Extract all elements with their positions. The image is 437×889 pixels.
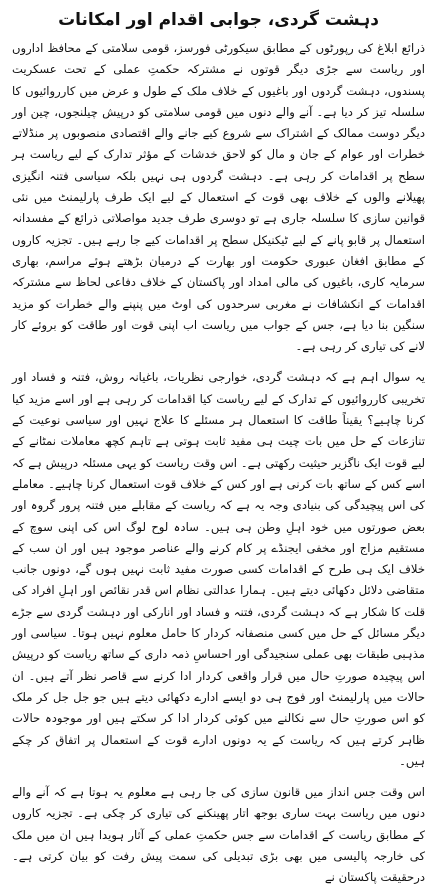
article-paragraph-3: اس وقت جس انداز میں قانون سازی کی جا رہی ہے معلوم یہ ہوتا ہے کہ آنے والے دنوں میں ریاست بہت ساری بوجھ اتار پھینکنے کی تیاری کر چکی ہے۔ تجزیہ کاروں کے مطابق ریاست کے اقدامات سے جس حکمتِ عملی کے آثار ہویدا ہیں ان میں ملک کی خارجہ پالیسی میں بھی بڑی تبدیلی کی سمت پیش رفت کو بیان کرتی ہے۔ درحقیقت پاکستان نے [12,785,425,885]
article-paragraph-1: ذرائع ابلاغ کی رپورٹوں کے مطابق سیکورٹی فورسز، قومی سلامتی کے محافظ اداروں اور ریاست سے جڑی دیگر قوتوں نے مشترکہ حکمتِ عملی کے تحت عسکریت پسندوں، دہشت گردوں اور باغیوں کے خلاف ملک کے طول و عرض میں کارروائیوں کا سلسلہ تیز کر دیا ہے۔ آنے والے دنوں میں قومی سلامتی کو درپیش چیلنجوں، چین اور دیگر دوست ممالک کے اشتراک سے شروع کیے جانے والے اقتصادی منصوبوں پر منڈلاتے خطرات اور عوام کے جان و مال کو لاحق خدشات کے مؤثر تدارک کے لیے ریاست ہر سطح پر اقدامات کر رہی ہے۔ دہشت گردوں ہی نہیں بلکہ سیاسی فتنہ انگیزی پھیلانے والوں کے خلاف بھی قوت کے استعمال کے لیے ایک طرف پارلیمنٹ میں نئی قوانین سازی کا سلسلہ جاری ہے تو دوسری طرف جدید مواصلاتی ذرائع کے مفسدانہ استعمال پر قابو پانے کے لیے ٹیکنیکل سطح پر اقدامات کیے جا رہے ہیں۔ تجزیہ کاروں کے مطابق افغان عبوری حکومت اور بھارت کے درمیان بڑھتے ہوئے مراسم، بھاری سرمایہ کاری، باغیوں کی مالی امداد اور پاکستان کے خلاف دفاعی لحاظ سے مشترکہ اقدامات کے انکشافات نے مغربی سرحدوں کی اوٹ میں پنپنے والے خطرات کو مزید سنگین بنا دیا ہے، جس کے جواب میں ریاست اب اپنی قوت اور طاقت کو بروئے کار لانے کی تیاری کر رہی ہے۔ [12,41,425,354]
article-paragraph-2: یہ سوال اہم ہے کہ دہشت گردی، خوارجی نظریات، باغیانہ روش، فتنہ و فساد اور تخریبی کارروائیوں کے تدارک کے لیے ریاست کیا اقدامات کر رہی ہے اور اسے مزید کیا کرنا چاہیے؟ یقیناً طاقت کا استعمال ہر مسئلے کا علاج نہیں اور سیاسی نوعیت کے تنازعات کے حل میں بات چیت ہی مفید ثابت ہوتی ہے تاہم کچھ معاملات نمٹانے کے لیے قوت ایک ناگزیر حیثیت رکھتی ہے۔ اس وقت ریاست کو یہی مسئلہ درپیش ہے کہ اسے کس کے ساتھ بات کرنی ہے اور کس کے خلاف قوت استعمال کرنا چاہیے۔ معاملے کی اس پیچیدگی کی بنیادی وجہ یہ ہے کہ ریاست کے مقابلے میں فتنہ پرور گروہ اور بعض صورتوں میں خود اہلِ وطن ہی ہیں۔ سادہ لوح لوگ اس کی اپنی سوچ کے مستقیم مزاج اور مخفی ایجنڈے پر کام کرنے والے عناصر موجود ہیں اور ان سب کے خلاف ایک ہی طرح کے اقدامات کسی صورت مفید ثابت نہیں ہوں گے، دونوں جانب متقاضی دلائل دکھائی دیتے ہیں۔ ہمارا عدالتی نظام اس قدر نقائص اور اہلِ افراد کی قلت کا شکار ہے کہ دہشت گردی، فتنہ و فساد اور انارکی اور دہشت گردی سے جڑے دیگر مسائل کے حل میں کسی منصفانہ کردار کا حامل معلوم نہیں ہوتا۔ سیاسی اور مذہبی طبقات بھی عملی سنجیدگی اور احساسِ ذمہ داری کے ساتھ ریاست کو درپیش اس پیچیدہ صورتِ حال میں قرار واقعی کردار ادا کرنے سے قاصر نظر آتے ہیں۔ ان حالات میں پارلیمنٹ اور فوج ہی دو ایسے ادارے دکھائی دیتے ہیں جو جل جل کر ملک کو اس صورتِ حال سے نکالنے میں کوئی کردار ادا کر سکتے ہیں اور موجودہ حالات ظاہر کرتے ہیں کہ ریاست کے یہ دونوں ادارے قوت کے استعمال پر اتفاق کر چکے ہیں۔ [12,370,425,768]
article-title: دہشت گردی، جوابی اقدام اور امکانات [58,10,379,30]
